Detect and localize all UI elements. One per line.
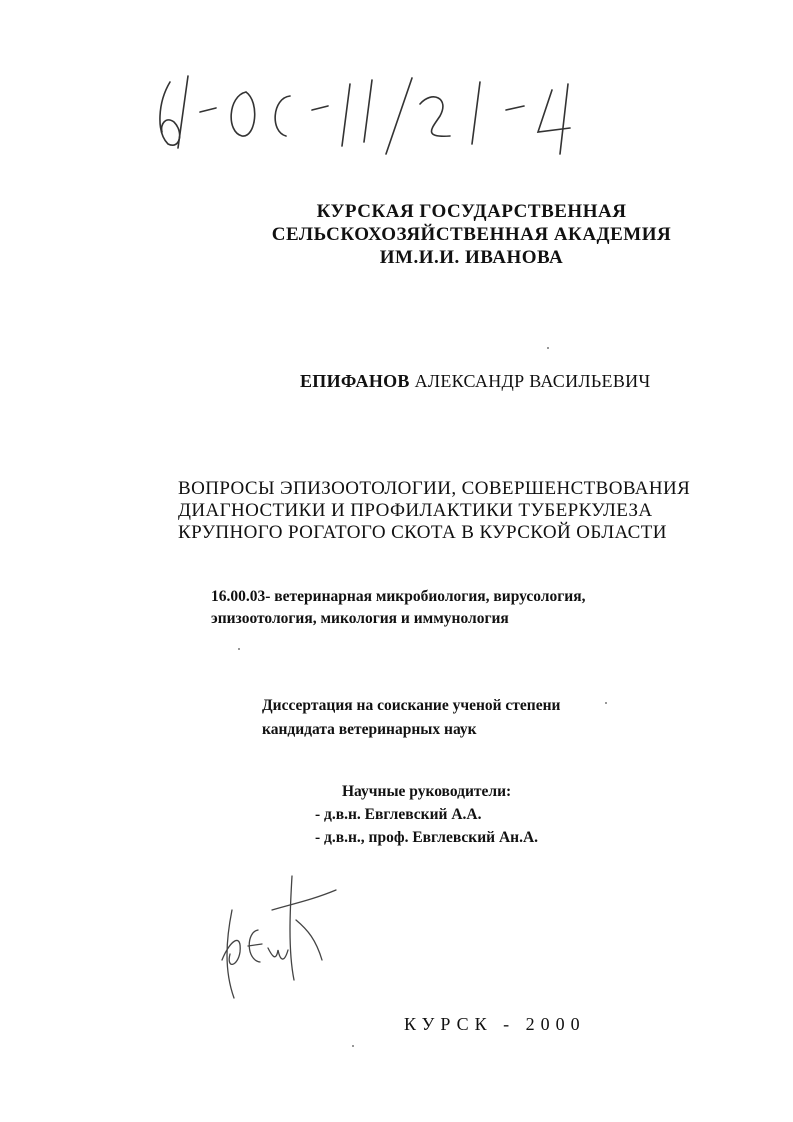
advisor-item: - д.в.н. Евглевский А.А.: [315, 806, 482, 823]
title-line: КРУПНОГО РОГАТОГО СКОТА В КУРСКОЙ ОБЛАСТИ: [178, 522, 667, 543]
handwritten-archive-code: [150, 62, 610, 162]
author-surname: ЕПИФАНОВ: [300, 371, 410, 391]
institution-line: СЕЛЬСКОХОЗЯЙСТВЕННАЯ АКАДЕМИЯ: [271, 224, 672, 245]
institution-block: [0, 200, 793, 269]
advisor-item: - д.в.н., проф. Евглевский Ан.А.: [315, 829, 539, 846]
scan-speck: [547, 347, 549, 349]
advisors-block: [315, 780, 538, 849]
author-name: [300, 371, 650, 392]
author-given-names: АЛЕКСАНДР ВАСИЛЬЕВИЧ: [414, 371, 651, 391]
title-line: ВОПРОСЫ ЭПИЗООТОЛОГИИ, СОВЕРШЕНСТВОВАНИЯ: [178, 478, 691, 499]
title-line: ДИАГНОСТИКИ И ПРОФИЛАКТИКИ ТУБЕРКУЛЕЗА: [178, 500, 653, 521]
advisors-heading: Научные руководители:: [342, 783, 512, 800]
signature: [212, 870, 342, 1010]
scan-speck: [352, 1045, 354, 1047]
degree-line: кандидата ветеринарных наук: [262, 721, 477, 738]
specialty-block: [211, 586, 585, 630]
degree-line: Диссертация на соискание ученой степени: [262, 697, 561, 714]
institution-line: ИМ.И.И. ИВАНОВА: [379, 247, 564, 268]
scan-speck: [605, 702, 607, 704]
dissertation-title: [178, 478, 691, 544]
scan-speck: [238, 648, 240, 650]
city-year: КУРСК - 2000: [404, 1014, 586, 1034]
specialty-line: эпизоотология, микология и иммунология: [211, 610, 509, 627]
degree-block: [262, 694, 560, 742]
institution-line: КУРСКАЯ ГОСУДАРСТВЕННАЯ: [316, 201, 627, 222]
specialty-line: 16.00.03- ветеринарная микробиология, вирусология,: [211, 588, 586, 605]
